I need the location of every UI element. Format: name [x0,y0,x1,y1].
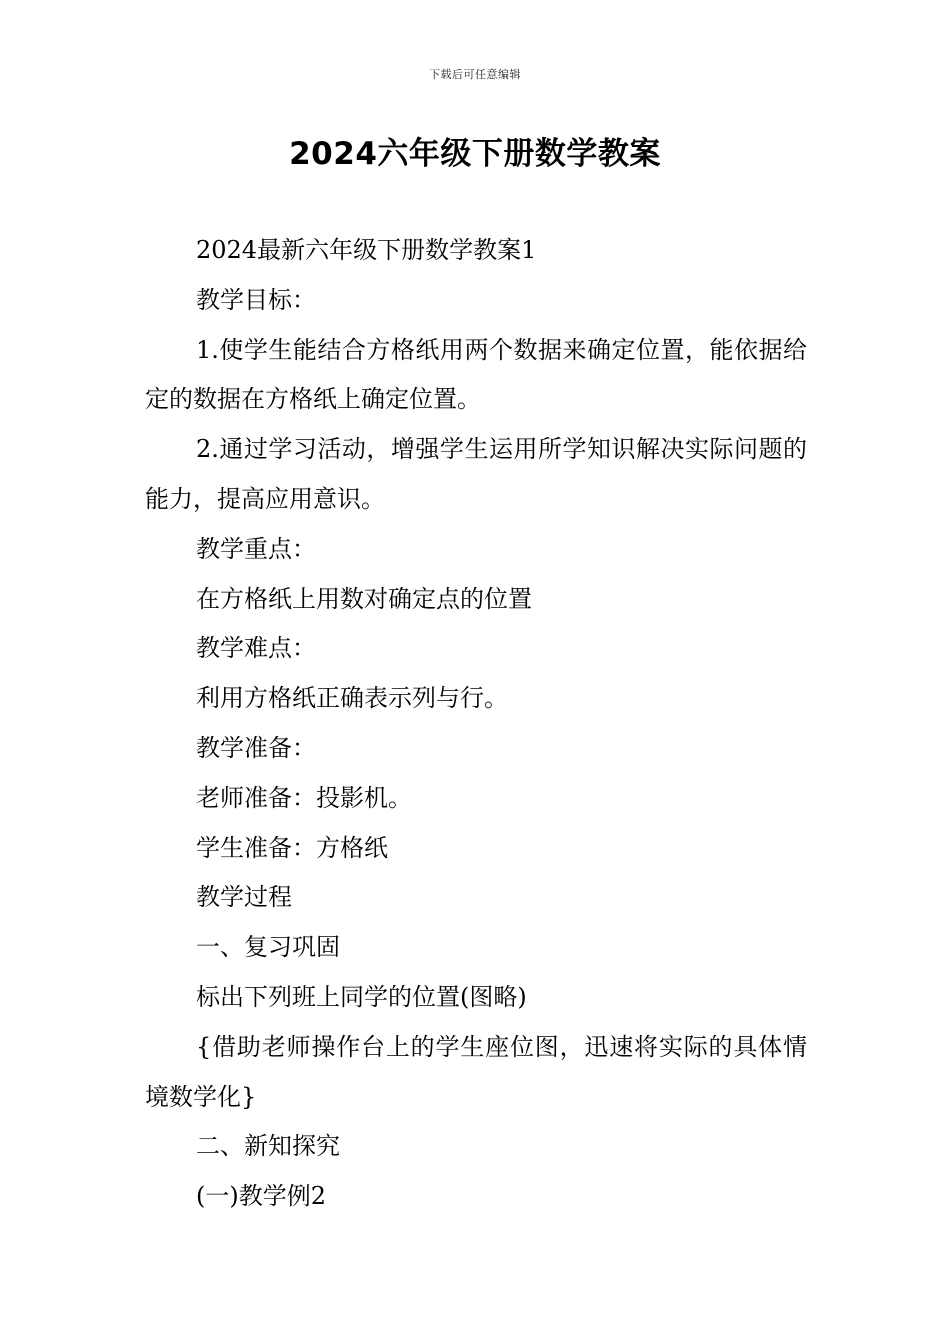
paragraph-objectives-label: 教学目标： [196,285,316,314]
document-body [145,226,807,1222]
paragraph-difficulties: 利用方格纸正确表示列与行。 [196,684,508,713]
paragraph-objective-2: 2.通过学习活动，增强学生运用所学知识解决实际问题的能力，提高应用意识。 [145,435,807,513]
paragraph-objective-1: 1.使学生能结合方格纸用两个数据来确定位置，能依据给定的数据在方格纸上确定位置。 [145,335,807,414]
document-title: 2024六年级下册数学教案 [289,136,661,172]
paragraph-section-review: 一、复习巩固 [196,933,340,962]
paragraph-preparation-label: 教学准备： [196,733,316,762]
paragraph-section-new-knowledge: 二、新知探究 [196,1132,340,1161]
paragraph-review-task: 标出下列班上同学的位置(图略) [196,982,527,1011]
page-header-note: 下载后可任意编辑 [429,68,521,81]
paragraph-key-points: 在方格纸上用数对确定点的位置 [196,584,532,613]
paragraph-review-note: {借助老师操作台上的学生座位图，迅速将实际的具体情境数学化} [145,1032,807,1111]
paragraph-key-points-label: 教学重点： [196,534,316,563]
paragraph-difficulties-label: 教学难点： [196,634,316,663]
paragraph-example-2: (一)教学例2 [196,1182,326,1211]
paragraph-process-label: 教学过程 [196,883,292,912]
paragraph-lesson-heading: 2024最新六年级下册数学教案1 [196,236,537,264]
paragraph-student-preparation: 学生准备：方格纸 [196,833,388,862]
paragraph-teacher-preparation: 老师准备：投影机。 [196,783,412,812]
